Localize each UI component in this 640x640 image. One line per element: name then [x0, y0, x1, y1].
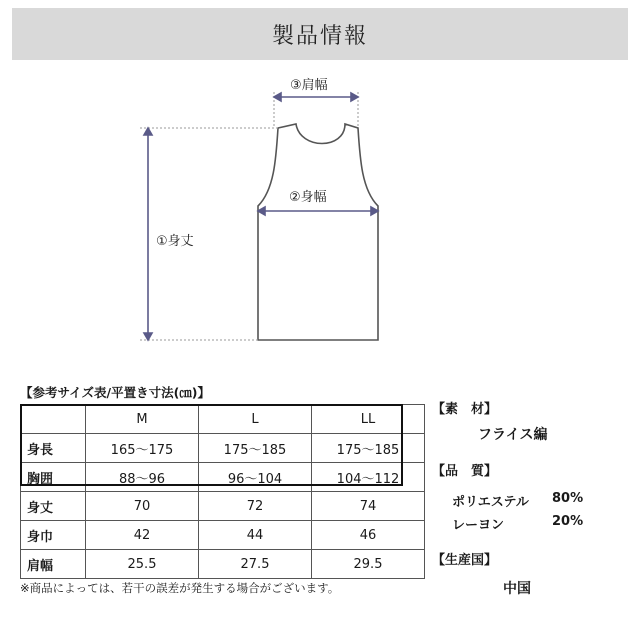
quality-item-name: ポリエステル	[452, 495, 529, 510]
table-corner	[21, 405, 86, 434]
shoulder-arrow	[274, 93, 358, 101]
table-header-row	[21, 405, 425, 434]
origin-heading: 【生産国】	[432, 553, 498, 568]
table-cell: 88〜96	[86, 463, 199, 492]
row-label: 肩幅	[21, 550, 86, 579]
table-cell: 27.5	[199, 550, 312, 579]
shoulder-label: ③肩幅	[290, 78, 328, 93]
material-value: フライス編	[478, 427, 548, 443]
length-arrow	[144, 128, 152, 340]
origin-value: 中国	[503, 581, 531, 597]
column-header: M	[86, 405, 199, 434]
table-cell: 72	[199, 492, 312, 521]
table-row	[21, 550, 425, 579]
quality-item-percent: 80%	[552, 491, 584, 506]
table-cell: 175〜185	[199, 434, 312, 463]
table-cell: 46	[312, 521, 425, 550]
size-table	[20, 404, 425, 579]
table-cell: 96〜104	[199, 463, 312, 492]
table-cell: 42	[86, 521, 199, 550]
material-heading: 【素 材】	[432, 402, 498, 417]
row-label: 胸囲	[21, 463, 86, 492]
row-label: 身丈	[21, 492, 86, 521]
quality-item-name: レーヨン	[452, 518, 505, 533]
column-header: LL	[312, 405, 425, 434]
size-note: ※商品によっては、若干の誤差が発生する場合がございます。	[20, 581, 340, 595]
page-title: 製品情報	[271, 23, 368, 49]
table-cell: 104〜112	[312, 463, 425, 492]
quality-heading: 【品 質】	[432, 464, 498, 479]
table-row	[21, 492, 425, 521]
length-label: ①身丈	[156, 234, 194, 249]
table-row	[21, 521, 425, 550]
body-width-label: ②身幅	[289, 190, 327, 205]
row-label: 身巾	[21, 521, 86, 550]
garment-outline	[258, 124, 378, 340]
table-cell: 74	[312, 492, 425, 521]
column-header: L	[199, 405, 312, 434]
table-cell: 175〜185	[312, 434, 425, 463]
table-cell: 70	[86, 492, 199, 521]
row-label: 身長	[21, 434, 86, 463]
table-cell: 165〜175	[86, 434, 199, 463]
table-cell: 29.5	[312, 550, 425, 579]
table-row	[21, 434, 425, 463]
table-cell: 25.5	[86, 550, 199, 579]
quality-item-percent: 20%	[552, 514, 584, 529]
table-row	[21, 463, 425, 492]
size-table-title: 【参考サイズ表/平置き寸法(㎝)】	[20, 385, 210, 400]
table-cell: 44	[199, 521, 312, 550]
body-width-arrow	[258, 207, 378, 215]
guide-lines	[140, 92, 358, 340]
